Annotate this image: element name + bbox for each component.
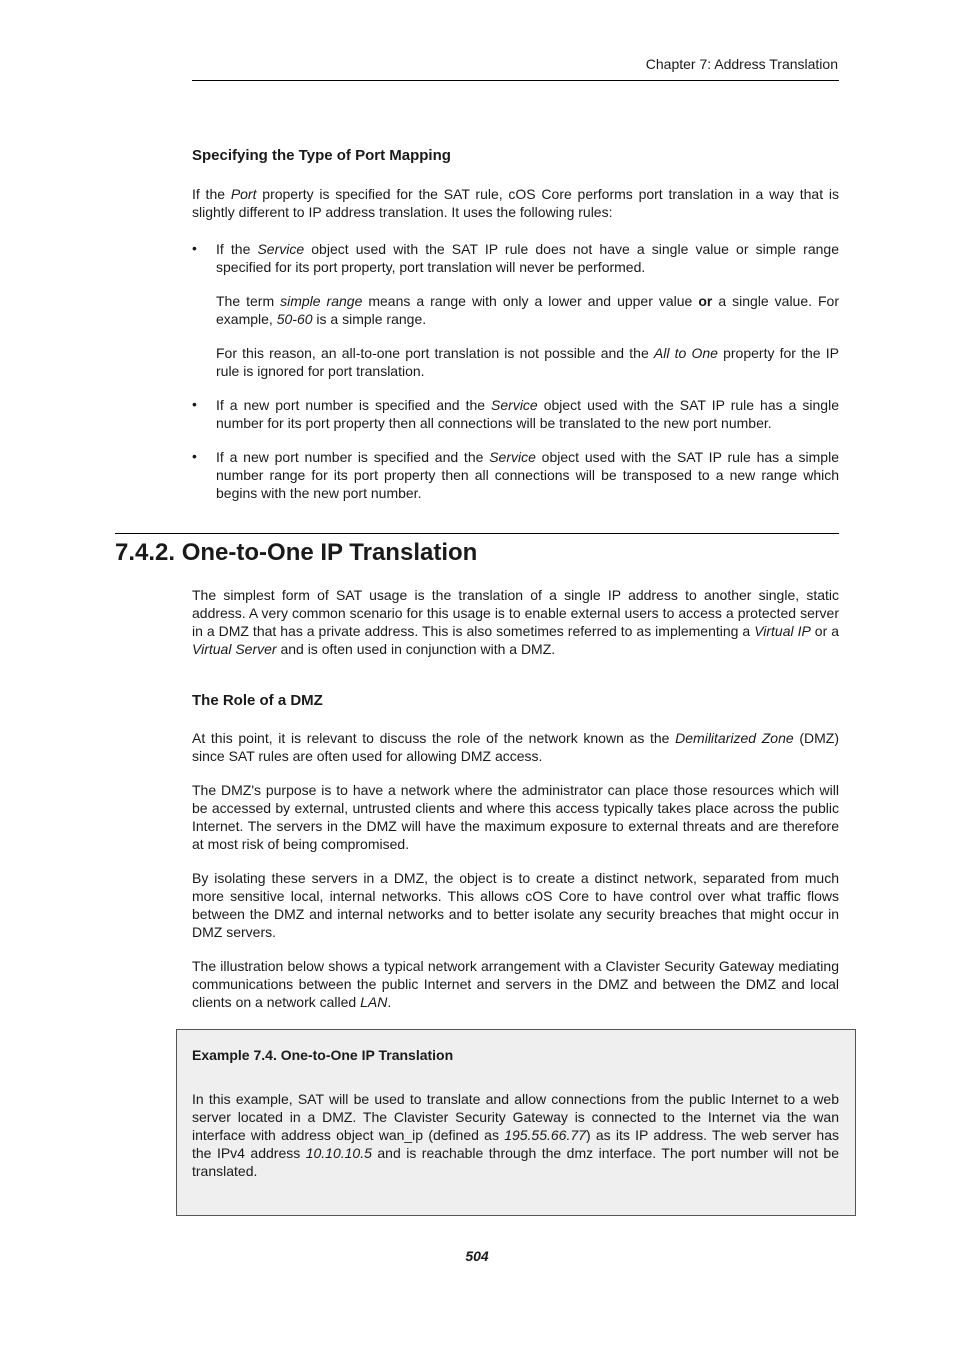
header-rule <box>192 80 839 81</box>
bullet-marker: • <box>192 240 197 256</box>
dmz-paragraph: At this point, it is relevant to discuss the role of the network known as the Demilitarized Zone (DMZ) since SAT rules are often used for allowing DMZ access. <box>192 730 840 764</box>
subsection-heading-dmz: The Role of a DMZ <box>192 692 323 709</box>
dmz-paragraph: The illustration below shows a typical network arrangement with a Clavister Security Gateway mediating communications between the public Internet and servers in the DMZ and between the DMZ and local clients on a network called LAN. <box>192 958 839 1010</box>
section-rule <box>115 533 839 534</box>
section-title: 7.4.2. One-to-One IP Translation <box>115 539 478 566</box>
running-header: Chapter 7: Address Translation <box>645 56 838 72</box>
dmz-paragraph: By isolating these servers in a DMZ, the object is to create a distinct network, separated from much more sensitive local, internal networks. This allows cOS Core to have control over what traffic flows between the DMZ and internal networks and to better isolate any security breaches that might occur in DMZ servers. <box>192 870 839 940</box>
bullet-item: If a new port number is specified and the Service object used with the SAT IP rule has a single number for its port property then all connections will be translated to the new port number. <box>216 397 839 431</box>
bullet-item: If a new port number is specified and the Service object used with the SAT IP rule has a simple number range for its port property then all connections will be transposed to a new range which begins with the new port number. <box>216 449 839 501</box>
subsection-heading-port-mapping: Specifying the Type of Port Mapping <box>192 147 451 164</box>
bullet-item-paragraph: For this reason, an all-to-one port translation is not possible and the All to One property for the IP rule is ignored for port translation. <box>216 345 839 379</box>
port-mapping-intro: If the Port property is specified for the SAT rule, cOS Core performs port translation in a way that is slightly different to IP address translation. It uses the following rules: <box>192 186 839 220</box>
bullet-item-paragraph: The term simple range means a range with only a lower and upper value or a single value. For example, 50-60 is a simple range. <box>216 293 840 327</box>
page-number: 504 <box>465 1248 489 1264</box>
bullet-marker: • <box>192 396 197 412</box>
example-title: Example 7.4. One-to-One IP Translation <box>192 1047 454 1063</box>
section-intro: The simplest form of SAT usage is the translation of a single IP address to another single, static address. A very common scenario for this usage is to enable external users to access a protected server in a DMZ that has a private address. This is also sometimes referred to as implementing a Virtual IP or a Virtual Server and is often used in conjunction with a DMZ. <box>192 587 840 657</box>
bullet-item: If the Service object used with the SAT IP rule does not have a single value or simple range specified for its port property, port translation will never be performed. <box>216 241 839 275</box>
example-body: In this example, SAT will be used to translate and allow connections from the public Internet to a web server located in a DMZ. The Clavister Security Gateway is connected to the Internet via the wan interface with address object wan_ip (defined as 195.55.66.77) as its IP address. The web server has the IPv4 address 10.10.10.5 and is reachable through the dmz interface. The port number will not be translated. <box>192 1091 839 1179</box>
dmz-paragraph: The DMZ's purpose is to have a network where the administrator can place those resources which will be accessed by external, untrusted clients and where this access typically takes place across the public Internet. The servers in the DMZ will have the maximum exposure to external threats and are therefore at most risk of being compromised. <box>192 782 839 852</box>
bullet-marker: • <box>192 448 197 464</box>
